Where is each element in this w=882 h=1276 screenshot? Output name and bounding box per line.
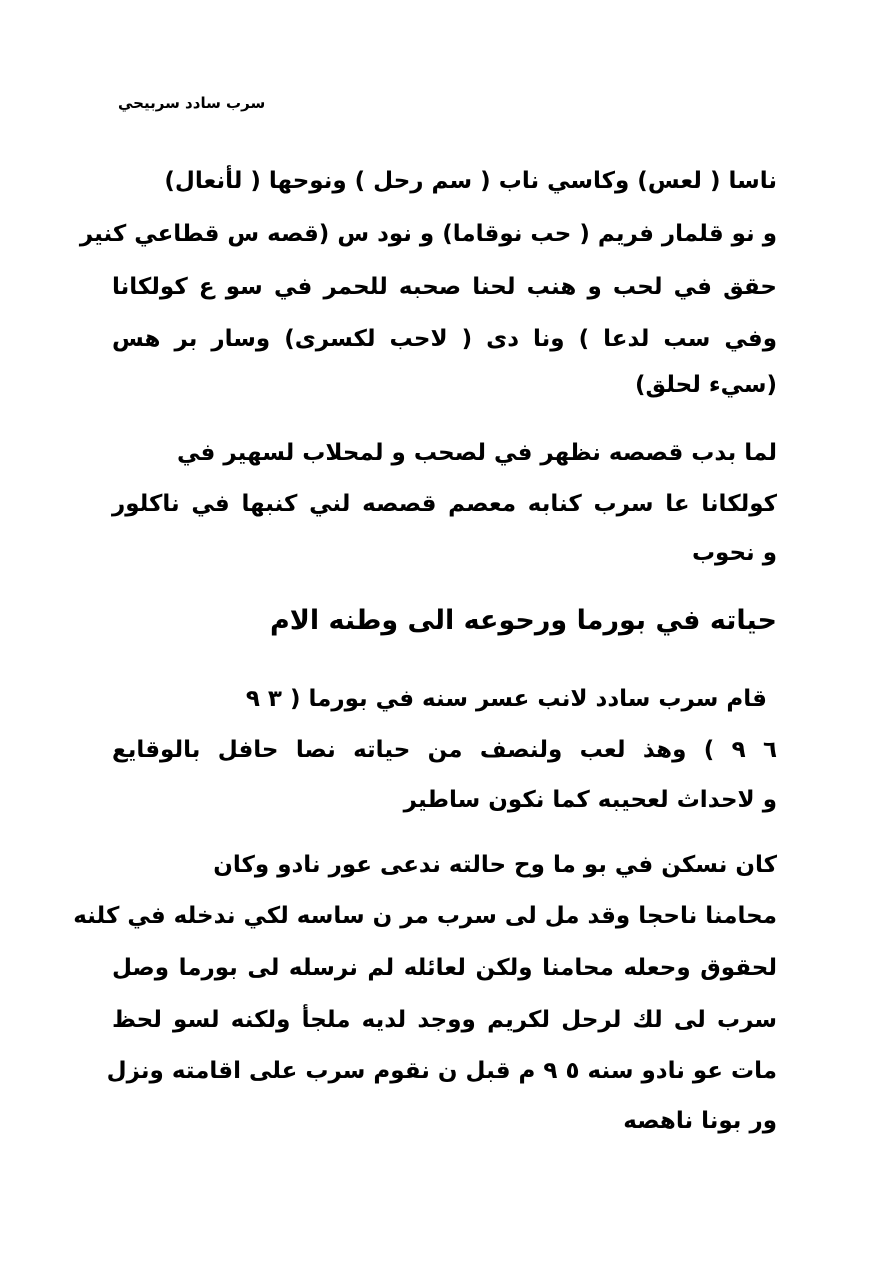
paragraph-2-line-2: كولكانا عا سرب كنابه معصم قصصه لني كنبها في ناكلور (112, 491, 777, 517)
paragraph-4-line-2: محامنا ناحجا وقد مل لى سرب مر ن ساسه لكي ندخله في كلنه (73, 903, 777, 929)
paragraph-1-line-5: (سيء لحلق) (634, 372, 777, 398)
paragraph-4-line-6: ور بونا ناهصه (623, 1108, 777, 1134)
paragraph-1-line-3: حقق في لحب و هنب لحنا صحبه للحمر في سو ع كولكانا (112, 274, 777, 300)
paragraph-2-line-1: لما بدب قصصه نظهر في لصحب و لمحلاب لسهير في (177, 440, 777, 466)
paragraph-3-line-3: و لاحداث لعحيبه كما نكون ساطير (403, 787, 777, 813)
paragraph-4-line-3: لحقوق وحعله محامنا ولكن لعائله لم نرسله لى بورما وصل (112, 955, 777, 981)
paragraph-3-line-1: قام سرب سادد لانب عسر سنه في بورما ( ٣ ٩ (245, 686, 767, 712)
paragraph-4-line-4: سرب لى لك لرحل لكريم ووجد لديه ملجأ ولكنه لسو لحظ (112, 1007, 777, 1033)
paragraph-3-line-2: ٦ ٩ ) وهذ لعب ولنصف من حياته نصا حافل بالوقايع (112, 737, 777, 763)
paragraph-4-line-1: كان نسكن في بو ما وح حالته ندعى عور نادو وكان (213, 852, 777, 878)
section-heading: حياته في بورما ورحوعه الى وطنه الام (270, 605, 777, 636)
running-header: سرب سادد سربيحي (118, 94, 266, 112)
paragraph-4-line-5: مات عو نادو سنه ٥ ٩ م قبل ن نقوم سرب على اقامته ونزل (106, 1058, 777, 1084)
paragraph-2-line-3: و نحوب (691, 540, 777, 566)
paragraph-1-line-4: وفي سب لدعا ) ونا دى ( لاحب لكسرى) وسار بر هس (112, 326, 777, 352)
paragraph-1-line-2: و نو قلمار فريم ( حب نوقاما) و نود س (قصه س قطاعي كنير (79, 221, 777, 247)
paragraph-1-line-1: ناسا ( لعس) وكاسي ناب ( سم رحل ) ونوحها ( لأنعال) (164, 168, 777, 194)
